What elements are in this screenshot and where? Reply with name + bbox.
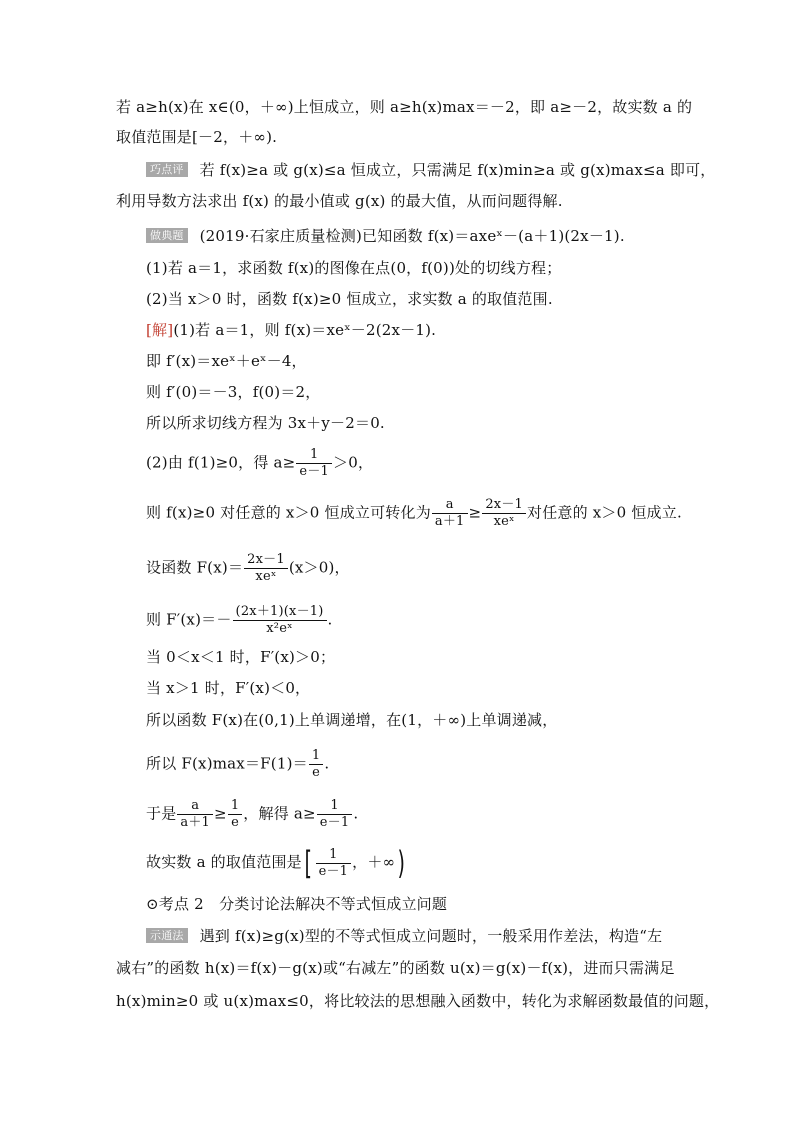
solution-line [146, 320, 436, 340]
formula-line [146, 497, 682, 530]
text-segment: ≥ [214, 804, 227, 823]
example-title [146, 226, 625, 246]
formula-line [146, 798, 358, 831]
solution-label: [解] [146, 321, 174, 339]
fraction: $\frac{1}{e}$ [228, 798, 242, 831]
tip-tag: 巧点评 [146, 162, 188, 177]
text-line: 若 f(x)≥a 或 g(x)≤a 恒成立，只需满足 f(x)min≥a 或 g(x)max≤a 即可， [199, 161, 716, 179]
left-bracket: [ [304, 844, 313, 882]
text-segment: ≥ [468, 503, 482, 522]
text-segment: . [353, 804, 359, 823]
text-line: 取值范围是[－2，＋∞). [116, 128, 278, 146]
text-line: 即 f′(x)＝xeˣ＋eˣ－4， [146, 352, 307, 370]
right-paren: ) [397, 844, 406, 882]
text-line: h(x)min≥0 或 u(x)max≤0，将比较法的思想融入函数中，转化为求解函数最值的问题， [116, 992, 720, 1010]
text-segment: (2)由 f(1)≥0，得 a≥ [146, 453, 296, 472]
tip-paragraph [146, 160, 715, 180]
text-segment: . [327, 610, 333, 629]
formula-line [146, 748, 329, 781]
fraction: $\frac{2x-1}{\text{xeˣ}}$ [482, 497, 526, 530]
text-segment: ，＋∞ [352, 853, 396, 871]
text-segment: 故实数 a 的取值范围是 [146, 853, 302, 871]
text-line: 当 0＜x＜1 时，F′(x)＞0； [146, 648, 336, 666]
text-line: 若 a≥h(x)在 x∈(0，＋∞)上恒成立，则 a≥h(x)max＝－2，即 a≥－2，故实数 a 的 [116, 98, 693, 116]
question-1: (1)若 a＝1，求函数 f(x)的图像在点(0，f(0))处的切线方程； [146, 259, 562, 277]
section-heading: ⊙考点 2 分类讨论法解决不等式恒成立问题 [146, 895, 448, 913]
text-line: (2019·石家庄质量检测)已知函数 f(x)＝axeˣ－(a＋1)(2x－1). [199, 227, 625, 245]
text-segment: 则 F′(x)＝－ [146, 610, 232, 629]
formula-line [146, 447, 373, 480]
fraction: $\frac{(2x+1)(x-1)}{\text{x²eˣ}}$ [233, 604, 327, 637]
text-segment: 则 f(x)≥0 对任意的 x＞0 恒成立可转化为 [146, 503, 431, 522]
fraction: $\frac{1}{e-1}$ [316, 847, 352, 880]
text-segment: 对任意的 x＞0 恒成立. [527, 503, 682, 522]
question-2: (2)当 x＞0 时，函数 f(x)≥0 恒成立，求实数 a 的取值范围. [146, 290, 553, 308]
text-segment: (x＞0)， [288, 558, 350, 577]
text-segment: 于是 [146, 804, 177, 823]
text-line: 所以函数 F(x)在(0,1)上单调递增，在(1，＋∞)上单调递减， [146, 711, 558, 729]
formula-line [146, 845, 408, 881]
fraction: $\frac{a}{a+1}$ [177, 798, 213, 831]
example-tag: 做典题 [146, 228, 188, 243]
fraction: $\frac{1}{e-1}$ [317, 798, 353, 831]
text-line: (1)若 a＝1，则 f(x)＝xeˣ－2(2x－1). [173, 321, 437, 339]
text-line: 当 x＞1 时，F′(x)＜0， [146, 679, 311, 697]
text-line: 减右”的函数 h(x)＝f(x)－g(x)或“右减左”的函数 u(x)＝g(x)－f(x)，进而只需满足 [116, 959, 675, 977]
text-segment: ，解得 a≥ [243, 804, 316, 823]
method-tag: 示通法 [146, 928, 188, 943]
fraction: $\frac{1}{e}$ [309, 748, 323, 781]
text-segment: 所以 F(x)max＝F(1)＝ [146, 754, 308, 773]
text-segment: 设函数 F(x)＝ [146, 558, 244, 577]
text-line: 则 f′(0)＝－3，f(0)＝2， [146, 383, 321, 401]
method-paragraph [146, 926, 662, 946]
formula-line [146, 604, 332, 637]
text-line: 遇到 f(x)≥g(x)型的不等式恒成立问题时，一般采用作差法，构造“左 [199, 927, 663, 945]
text-line: 利用导数方法求出 f(x) 的最小值或 g(x) 的最大值，从而问题得解. [116, 192, 563, 210]
fraction: $\frac{a}{a+1}$ [432, 497, 468, 530]
text-segment: ＞0， [333, 453, 374, 472]
text-segment: . [324, 754, 330, 773]
fraction: $\frac{1}{e-1}$ [296, 447, 332, 480]
formula-line [146, 552, 350, 585]
fraction: $\frac{2x-1}{\text{xeˣ}}$ [244, 552, 288, 585]
text-line: 所以所求切线方程为 3x＋y－2＝0. [146, 414, 385, 432]
